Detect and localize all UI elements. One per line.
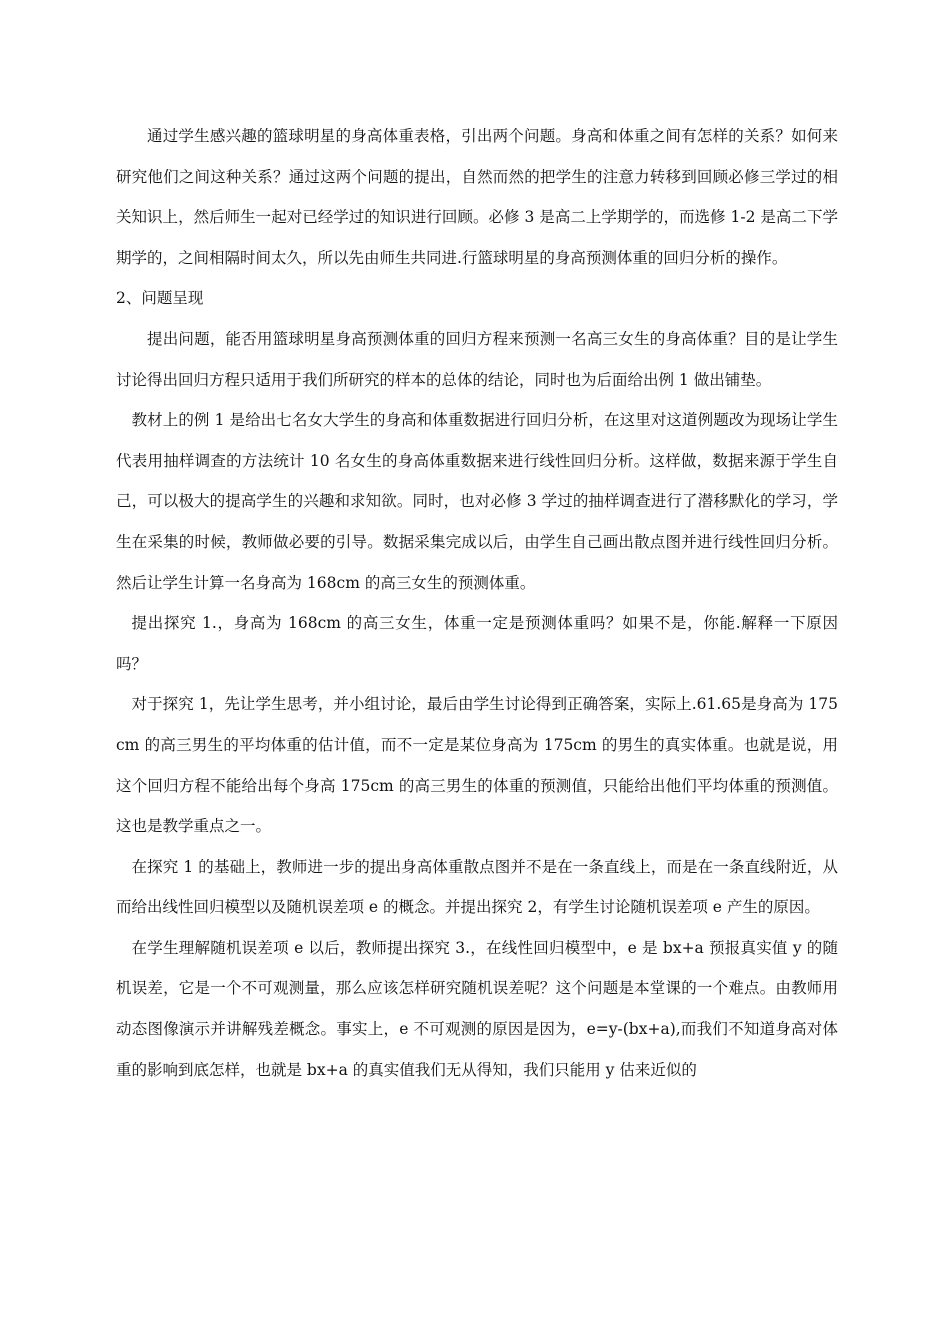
paragraph-explore-1-answer: 对于探究 1，先让学生思考，并小组讨论，最后由学生讨论得到正确答案，实际上.61.65是身高为 175cm 的高三男生的平均体重的估计值，而不一定是某位身高为 175cm 的男生的真实体重。也就是说，用这个回归方程不能给出每个身高 175cm 的高三男生的体重的预测值，只能给出他们平均体重的预测值。这也是教学重点之一。: [116, 695, 838, 836]
paragraph-question: 提出问题，能否用篮球明星身高预测体重的回归方程来预测一名高三女生的身高体重？目的是让学生讨论得出回归方程只适用于我们所研究的样本的总体的结论，同时也为后面给出例 1 做出铺垫。: [116, 329, 838, 389]
paragraph-intro: 通过学生感兴趣的篮球明星的身高体重表格，引出两个问题。身高和体重之间有怎样的关系？如何来研究他们之间这种关系？通过这两个问题的提出，自然而然的把学生的注意力转移到回顾必修三学过的相关知识上，然后师生一起对已经学过的知识进行回顾。必修 3 是高二上学期学的，而选修 1-2 是高二下学期学的，之间相隔时间太久，所以先由师生共同进.行篮球明星的身高预测体重的回归分析的操作。: [116, 127, 838, 267]
paragraph-explore-2: 在探究 1 的基础上，教师进一步的提出身高体重散点图并不是在一条直线上，而是在一条直线附近，从而给出线性回归模型以及随机误差项 e 的概念。并提出探究 2，有学生讨论随机误差项 e 产生的原因。: [116, 857, 838, 917]
paragraph-explore-3: 在学生理解随机误差项 e 以后，教师提出探究 3.，在线性回归模型中，e 是 bx+a 预报真实值 y 的随机误差，它是一个不可观测量，那么应该怎样研究随机误差呢？这个问题是本堂课的一个难点。由教师用动态图像演示并讲解残差概念。事实上，e 不可观测的原因是因为，e=y-(bx+a),而我们不知道身高对体重的影响到底怎样，也就是 bx+a 的真实值我们无从得知，我们只能用 y 估来近似的: [116, 938, 838, 1079]
paragraph-explore-1: 提出探究 1.，身高为 168cm 的高三女生，体重一定是预测体重吗？如果不是，你能.解释一下原因吗？: [116, 614, 838, 673]
section-heading-problem: 2、问题呈现: [116, 289, 204, 308]
document-body: [116, 116, 838, 1090]
paragraph-example: 教材上的例 1 是给出七名女大学生的身高和体重数据进行回归分析，在这里对这道例题改为现场让学生代表用抽样调查的方法统计 10 名女生的身高体重数据来进行线性回归分析。这样做，数据来源于学生自己，可以极大的提高学生的兴趣和求知欲。同时，也对必修 3 学过的抽样调查进行了潜移默化的学习，学生在采集的时候，教师做必要的引导。数据采集完成以后，由学生自己画出散点图并进行线性回归分析。然后让学生计算一名身高为 168cm 的高三女生的预测体重。: [116, 411, 838, 592]
